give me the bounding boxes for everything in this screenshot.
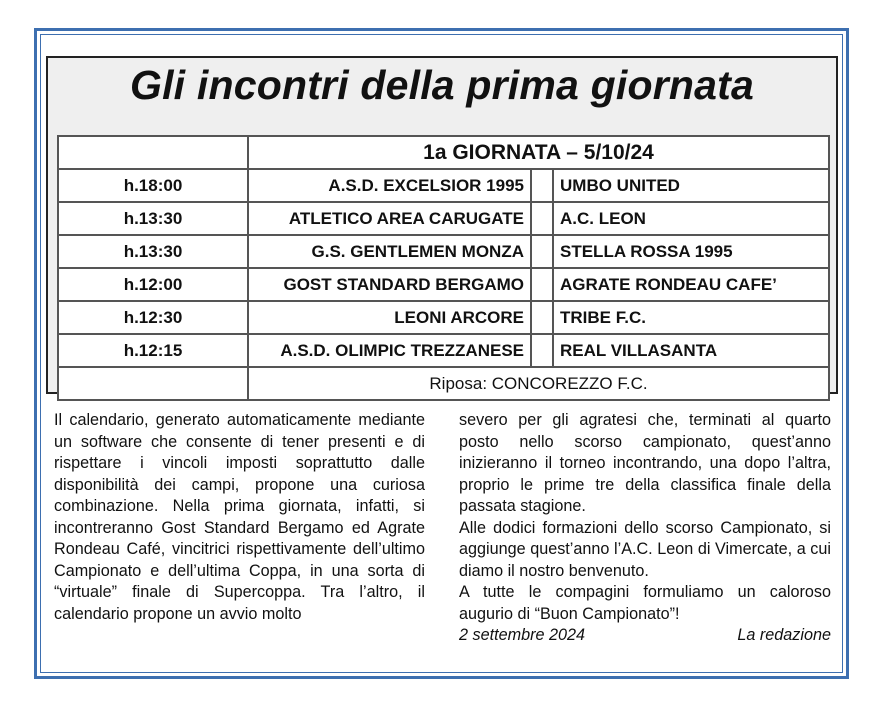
- match-time: h.12:30: [58, 301, 248, 334]
- rest-empty-cell: [58, 367, 248, 400]
- separator-cell: [531, 235, 553, 268]
- header-corner-cell: [58, 136, 248, 169]
- home-team: ATLETICO AREA CARUGATE: [248, 202, 531, 235]
- article-left-column: [54, 410, 425, 625]
- table-row: [58, 268, 829, 301]
- away-team: STELLA ROSSA 1995: [553, 235, 829, 268]
- article-footer: [459, 625, 831, 647]
- home-team: G.S. GENTLEMEN MONZA: [248, 235, 531, 268]
- article-signature: La redazione: [737, 626, 831, 644]
- match-time: h.18:00: [58, 169, 248, 202]
- article-paragraph: severo per gli agratesi che, terminati al quarto posto nello scorso campionato, quest’anno inizieranno il torneo incontrando, una dopo l’altra, proprio le prime tre della classifica finale della passata stagione.: [459, 411, 831, 515]
- article-paragraph: A tutte le compagini formuliamo un caloroso augurio di “Buon Campionato”!: [459, 583, 831, 623]
- table-row: [58, 334, 829, 367]
- table-header-row: [58, 136, 829, 169]
- article-right-column: [459, 410, 831, 647]
- away-team: A.C. LEON: [553, 202, 829, 235]
- home-team: LEONI ARCORE: [248, 301, 531, 334]
- away-team: REAL VILLASANTA: [553, 334, 829, 367]
- article-paragraph: Il calendario, generato automaticamente mediante un software che consente di tener presenti e di rispettare i vincoli imposti soprattutto dalle disponibilità dei campi, propone una curiosa combinazione. Nella prima giornata, infatti, si incontreranno Gost Standard Bergamo ed Agrate Rondeau Café, vincitrici rispettivamente dell’ultimo Campionato e dell’ultima Coppa, in una sorta di “virtuale” finale di Supercoppa. Tra l’altro, il calendario propone un avvio molto: [54, 411, 425, 623]
- separator-cell: [531, 301, 553, 334]
- round-header: 1a GIORNATA – 5/10/24: [248, 136, 829, 169]
- separator-cell: [531, 268, 553, 301]
- separator-cell: [531, 334, 553, 367]
- away-team: AGRATE RONDEAU CAFE’: [553, 268, 829, 301]
- match-time: h.12:00: [58, 268, 248, 301]
- rest-row: [58, 367, 829, 400]
- match-time: h.13:30: [58, 235, 248, 268]
- home-team: GOST STANDARD BERGAMO: [248, 268, 531, 301]
- article-date: 2 settembre 2024: [459, 626, 585, 644]
- away-team: TRIBE F.C.: [553, 301, 829, 334]
- article-paragraph: Alle dodici formazioni dello scorso Campionato, si aggiunge quest’anno l’A.C. Leon di Vimercate, a cui diamo il nostro benvenuto.: [459, 518, 831, 580]
- separator-cell: [531, 202, 553, 235]
- rest-team: Riposa: CONCOREZZO F.C.: [248, 367, 829, 400]
- match-time: h.12:15: [58, 334, 248, 367]
- away-team: UMBO UNITED: [553, 169, 829, 202]
- table-row: [58, 301, 829, 334]
- home-team: A.S.D. EXCELSIOR 1995: [248, 169, 531, 202]
- table-row: [58, 169, 829, 202]
- separator-cell: [531, 169, 553, 202]
- page-title: Gli incontri della prima giornata: [130, 62, 754, 108]
- match-time: h.13:30: [58, 202, 248, 235]
- table-row: [58, 202, 829, 235]
- table-row: [58, 235, 829, 268]
- fixtures-table: [57, 135, 830, 401]
- home-team: A.S.D. OLIMPIC TREZZANESE: [248, 334, 531, 367]
